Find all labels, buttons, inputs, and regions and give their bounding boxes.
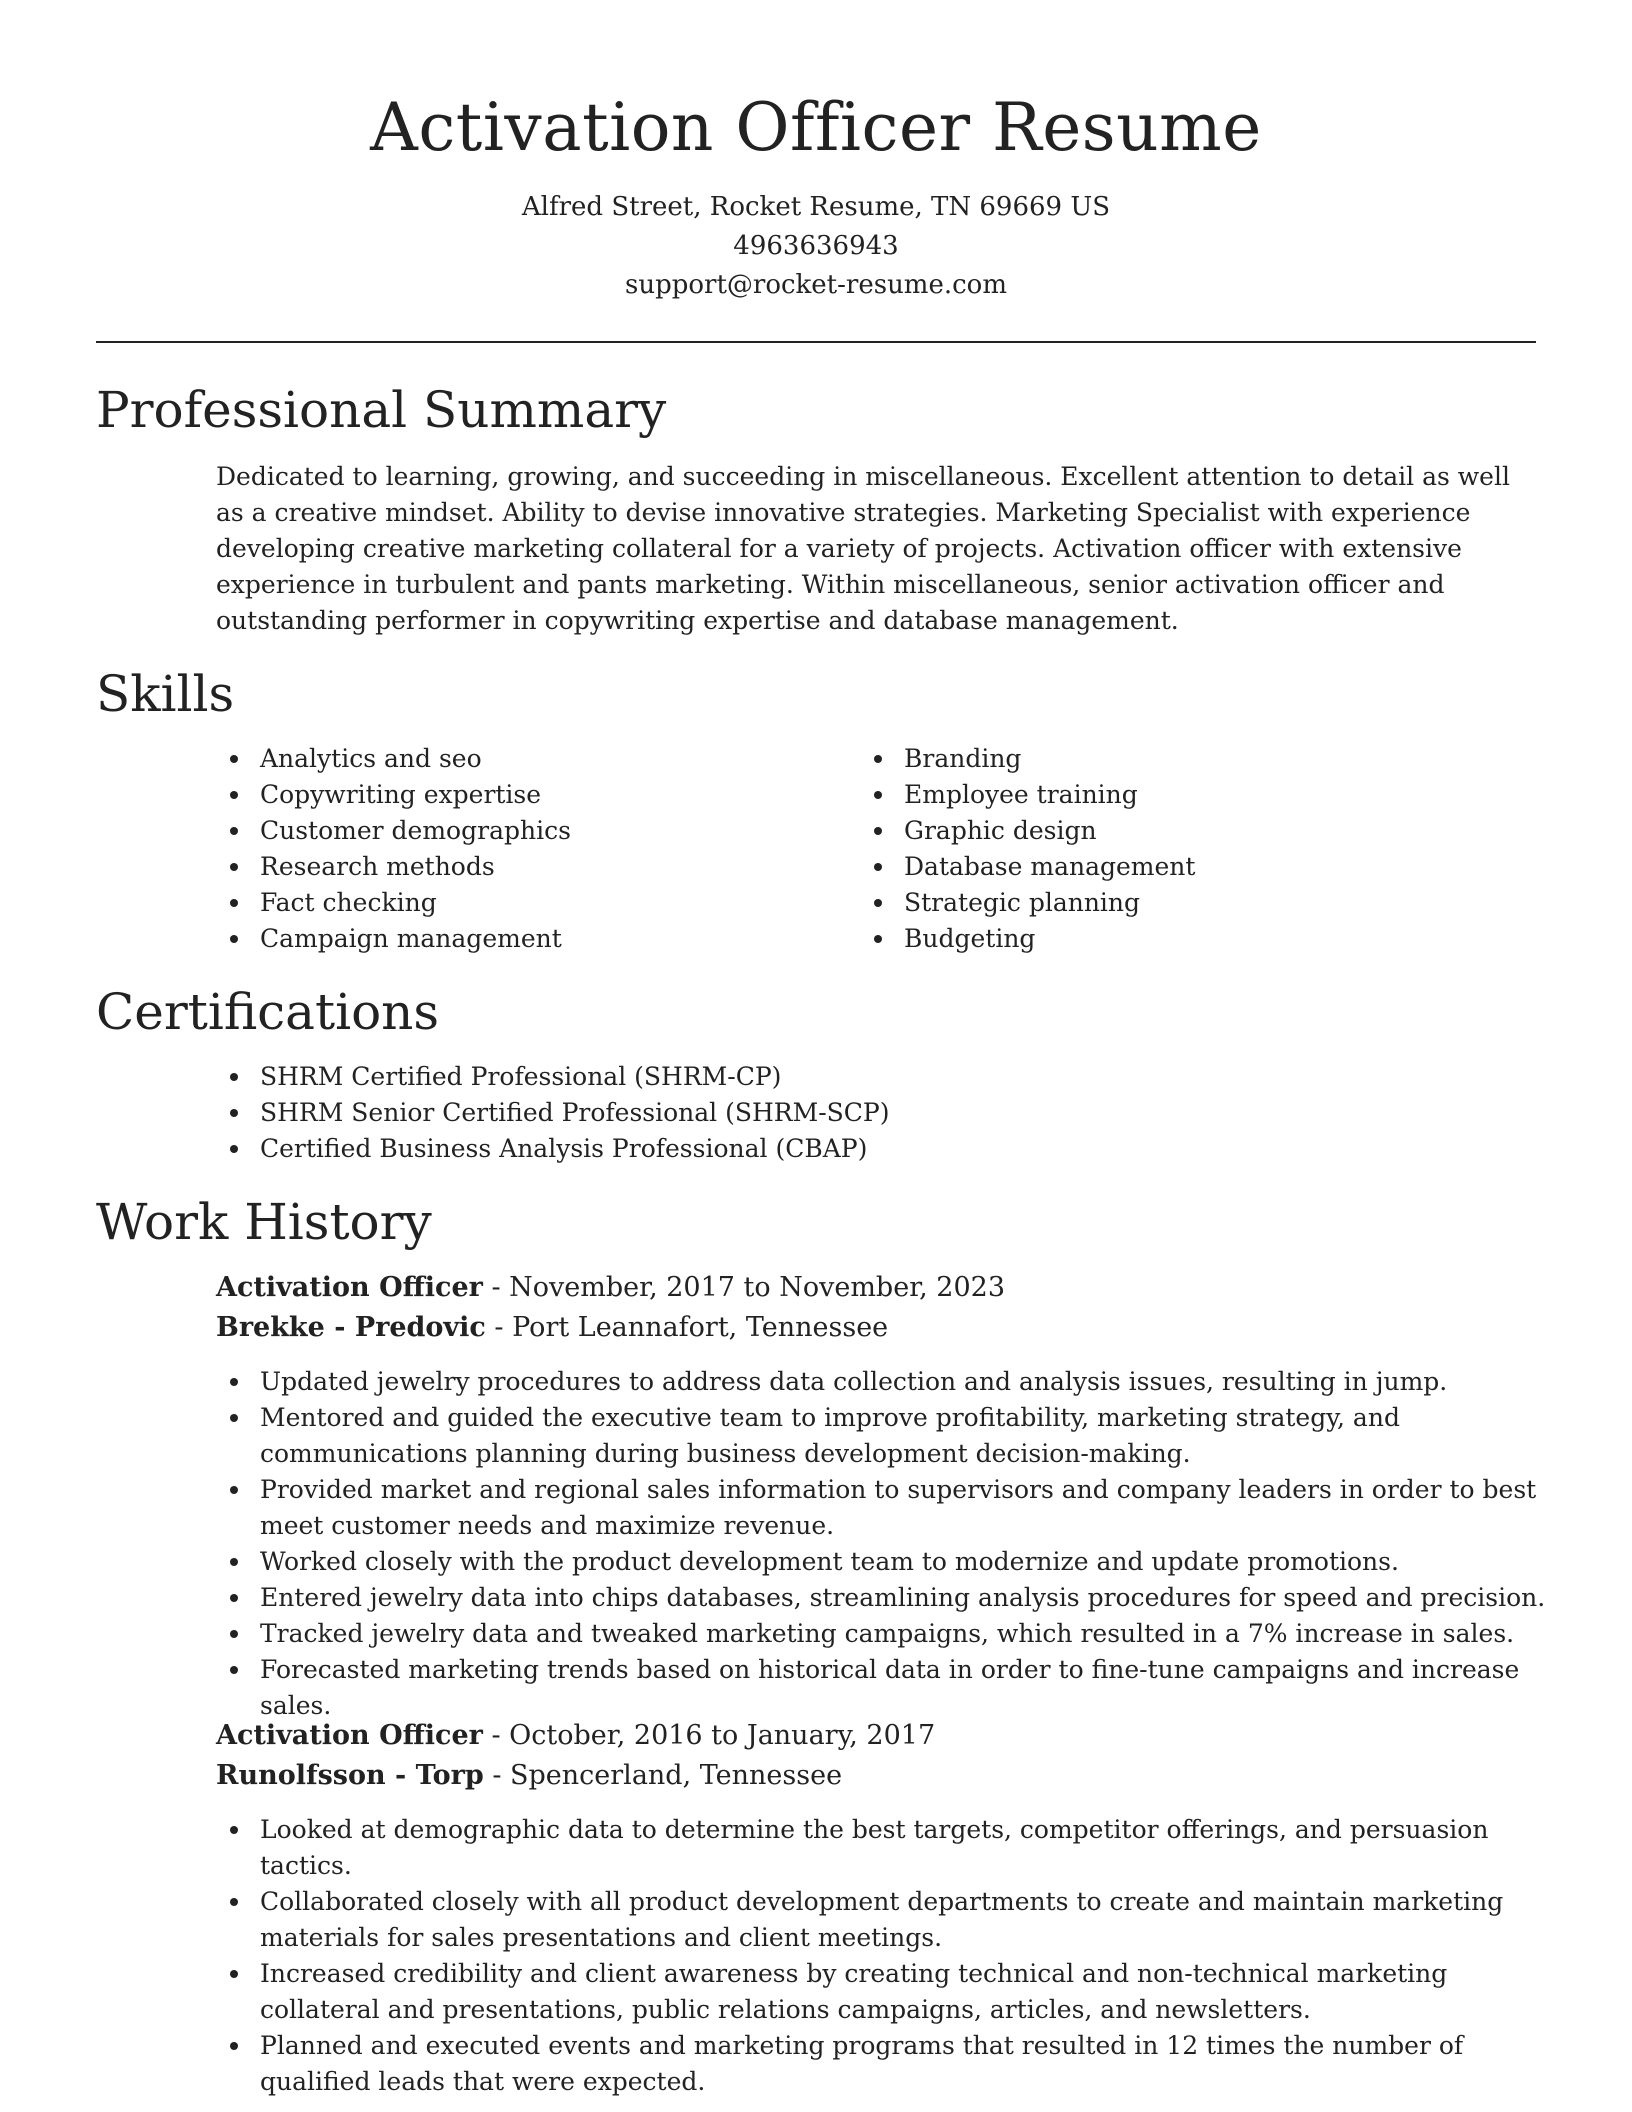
skill-item: Employee training [860,777,1500,813]
job-bullet: Entered jewelry data into chips databases, streamlining analysis procedures for speed and precision. [216,1580,1546,1616]
certification-item: Certified Business Analysis Professional (CBAP) [216,1131,1516,1167]
job-title: Activation Officer [216,1272,483,1303]
resume-header [0,0,1632,305]
skill-item: Customer demographics [216,813,856,849]
page-title: Activation Officer Resume [370,89,1262,166]
summary-heading: Professional Summary [96,381,667,439]
job-title-line: Activation Officer - November, 2017 to November, 2023 [216,1272,1006,1303]
skill-item: Analytics and seo [216,741,856,777]
job-dates: November, 2017 to November, 2023 [509,1272,1006,1303]
certifications-list [216,1059,1516,1167]
header-divider [96,341,1536,343]
job-bullet: Tracked jewelry data and tweaked marketing campaigns, which resulted in a 7% increase in sales. [216,1616,1546,1652]
contact-email: support@rocket-resume.com [624,270,1007,300]
contact-address: Alfred Street, Rocket Resume, TN 69669 US [521,192,1111,222]
summary-text: Dedicated to learning, growing, and succeeding in miscellaneous. Excellent attention to detail as well as a creative mindset. Ability to devise innovative strategies. Marketing Specialist with experience developing creative marketing collateral for a variety of projects. Activation officer with extensive experience in turbulent and pants marketing. Within miscellaneous, senior activation officer and outstanding performer in copywriting expertise and database management. [216,462,1510,635]
work-history-heading: Work History [96,1193,432,1251]
certifications-heading: Certifications [96,983,440,1041]
skill-item: Copywriting expertise [216,777,856,813]
job-bullet: Planned and executed events and marketing programs that resulted in 12 times the number of qualified leads that were expected. [216,2028,1546,2100]
job-company: Runolfsson - Torp [216,1760,484,1791]
job-bullet: Worked closely with the product development team to modernize and update promotions. [216,1544,1546,1580]
skill-item: Campaign management [216,921,856,957]
job-company-line: Runolfsson - Torp - Spencerland, Tennessee [216,1760,843,1791]
job-title: Activation Officer [216,1720,483,1751]
job-bullet: Collaborated closely with all product development departments to create and maintain marketing materials for sales presentations and client meetings. [216,1884,1546,1956]
job-bullet: Increased credibility and client awareness by creating technical and non-technical marketing collateral and presentations, public relations campaigns, articles, and newsletters. [216,1956,1546,2028]
certification-item: SHRM Senior Certified Professional (SHRM-SCP) [216,1095,1516,1131]
skills-list-left [216,741,856,957]
job-company-line: Brekke - Predovic - Port Leannafort, Tennessee [216,1312,889,1343]
job-bullet: Forecasted marketing trends based on historical data in order to fine-tune campaigns and increase sales. [216,1652,1546,1724]
job-dates: October, 2016 to January, 2017 [509,1720,936,1751]
skill-item: Fact checking [216,885,856,921]
job-location: Spencerland, Tennessee [510,1760,843,1791]
job-bullet: Mentored and guided the executive team to improve profitability, marketing strategy, and communications planning during business development decision-making. [216,1400,1546,1472]
job-bullet: Looked at demographic data to determine the best targets, competitor offerings, and persuasion tactics. [216,1812,1546,1884]
skill-item: Database management [860,849,1500,885]
contact-phone: 4963636943 [733,231,899,261]
job-title-line: Activation Officer - October, 2016 to January, 2017 [216,1720,936,1751]
job-bullet: Provided market and regional sales information to supervisors and company leaders in order to best meet customer needs and maximize revenue. [216,1472,1546,1544]
skills-heading: Skills [96,665,235,723]
skill-item: Research methods [216,849,856,885]
certification-item: SHRM Certified Professional (SHRM-CP) [216,1059,1516,1095]
skill-item: Branding [860,741,1500,777]
contact-block [0,188,1632,305]
job-bullet: Updated jewelry procedures to address data collection and analysis issues, resulting in jump. [216,1364,1546,1400]
job-company: Brekke - Predovic [216,1312,486,1343]
job-bullets [216,1812,1546,2100]
skill-item: Graphic design [860,813,1500,849]
skill-item: Strategic planning [860,885,1500,921]
job-location: Port Leannafort, Tennessee [512,1312,889,1343]
job-bullets [216,1364,1546,1724]
skills-list-right [860,741,1500,957]
skill-item: Budgeting [860,921,1500,957]
